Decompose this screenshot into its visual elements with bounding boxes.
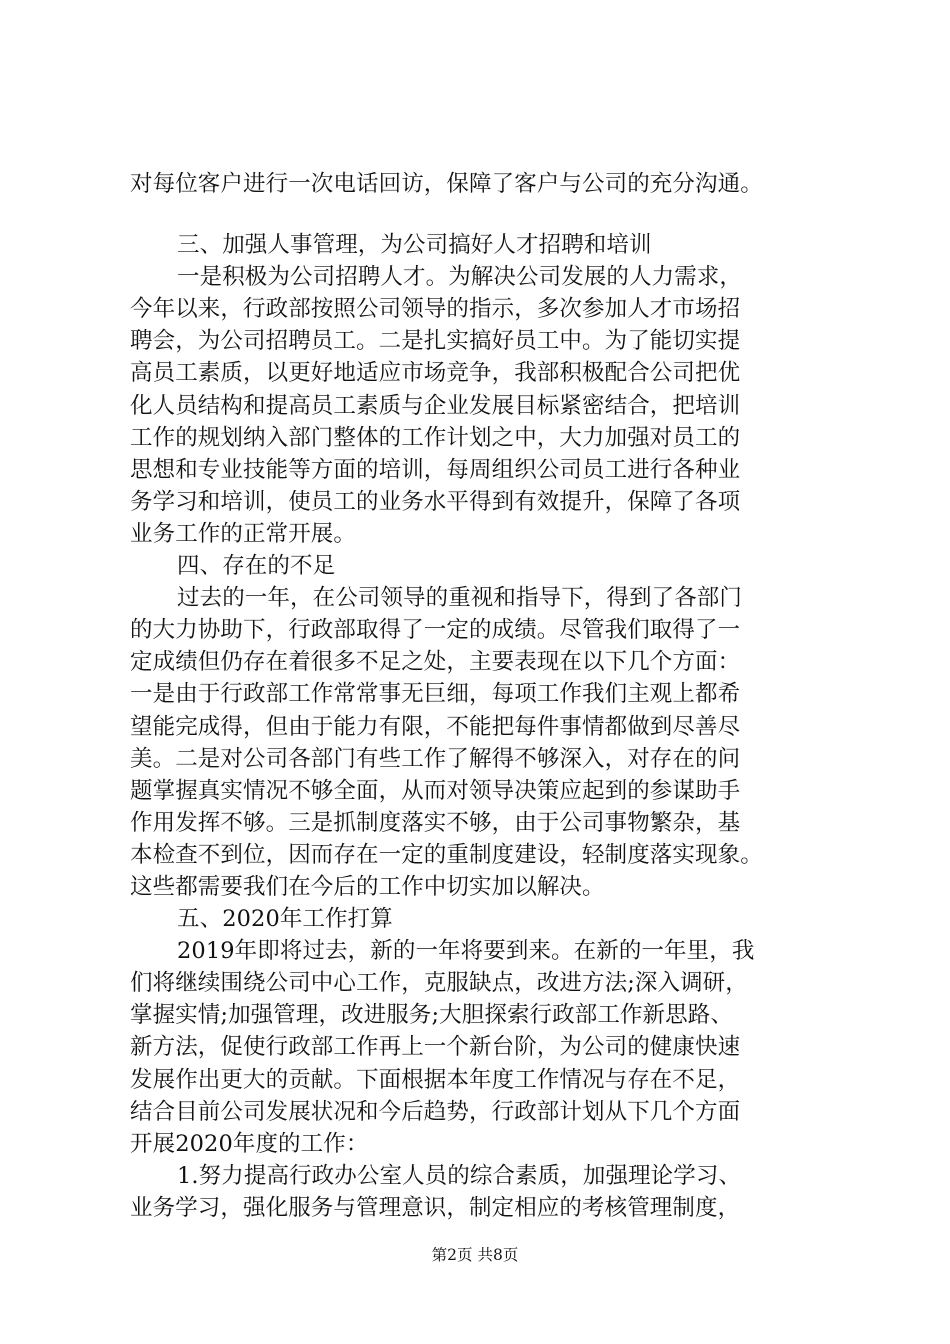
text-line: 工作的规划纳入部门整体的工作计划之中，大力加强对员工的 — [130, 424, 741, 451]
text-line: 本检查不到位，因而存在一定的重制度建设，轻制度落实现象。 — [130, 841, 763, 868]
text-line: 对每位客户进行一次电话回访，保障了客户与公司的充分沟通。 — [130, 171, 763, 197]
text-line: 结合目前公司发展状况和今后趋势，行政部计划从下几个方面 — [130, 1098, 741, 1125]
text-line: 题掌握真实情况不够全面，从而对领导决策应起到的参谋助手 — [130, 777, 741, 804]
page-footer — [0, 1244, 950, 1266]
text-line: 业务学习，强化服务与管理意识，制定相应的考核管理制度， — [130, 1194, 741, 1221]
text-line: 化人员结构和提高员工素质与企业发展目标紧密结合，把培训 — [130, 392, 741, 419]
text-line: 今年以来，行政部按照公司领导的指示，多次参加人才市场招 — [130, 296, 741, 323]
text-line: 一是积极为公司招聘人才。为解决公司发展的人力需求， — [177, 264, 743, 291]
text-line: 们将继续围绕公司中心工作，克服缺点，改进方法;深入调研， — [130, 970, 748, 997]
section-heading: 三、加强人事管理，为公司搞好人才招聘和培训 — [177, 232, 652, 259]
text-line: 望能完成得，但由于能力有限，不能把每件事情都做到尽善尽 — [130, 713, 741, 740]
text-line: 美。二是对公司各部门有些工作了解得不够深入，对存在的问 — [130, 745, 741, 772]
text-line: 这些都需要我们在今后的工作中切实加以解决。 — [130, 873, 605, 900]
document-body — [130, 168, 830, 1224]
text-line: 定成绩但仍存在着很多不足之处，主要表现在以下几个方面： — [130, 649, 741, 676]
text-line: 业务工作的正常开展。 — [130, 520, 357, 547]
text-line: 的大力协助下，行政部取得了一定的成绩。尽管我们取得了一 — [130, 617, 741, 644]
page-number-label: 第2页 共8页 — [431, 1246, 519, 1264]
text-line: 1.努力提高行政办公室人员的综合素质，加强理论学习、 — [177, 1162, 742, 1189]
text-line: 作用发挥不够。三是抓制度落实不够，由于公司事物繁杂，基 — [130, 809, 741, 836]
text-line: 新方法，促使行政部工作再上一个新台阶，为公司的健康快速 — [130, 1034, 741, 1061]
text-line: 发展作出更大的贡献。下面根据本年度工作情况与存在不足， — [130, 1066, 741, 1093]
text-line: 思想和专业技能等方面的培训，每周组织公司员工进行各种业 — [130, 456, 741, 483]
text-line: 过去的一年，在公司领导的重视和指导下，得到了各部门 — [177, 585, 743, 612]
text-line: 聘会，为公司招聘员工。二是扎实搞好员工中。为了能切实提 — [130, 328, 741, 355]
section-heading: 五、2020年工作打算 — [177, 906, 393, 933]
text-line: 2019年即将过去，新的一年将要到来。在新的一年里，我 — [177, 938, 755, 965]
section-heading: 四、存在的不足 — [177, 553, 336, 580]
text-line: 开展2020年度的工作： — [130, 1130, 369, 1157]
text-line: 务学习和培训，使员工的业务水平得到有效提升，保障了各项 — [130, 488, 741, 515]
text-line: 一是由于行政部工作常常事无巨细，每项工作我们主观上都希 — [130, 681, 741, 708]
text-line: 掌握实情;加强管理，改进服务;大胆探索行政部工作新思路、 — [130, 1002, 733, 1029]
text-line: 高员工素质，以更好地适应市场竞争，我部积极配合公司把优 — [130, 360, 741, 387]
